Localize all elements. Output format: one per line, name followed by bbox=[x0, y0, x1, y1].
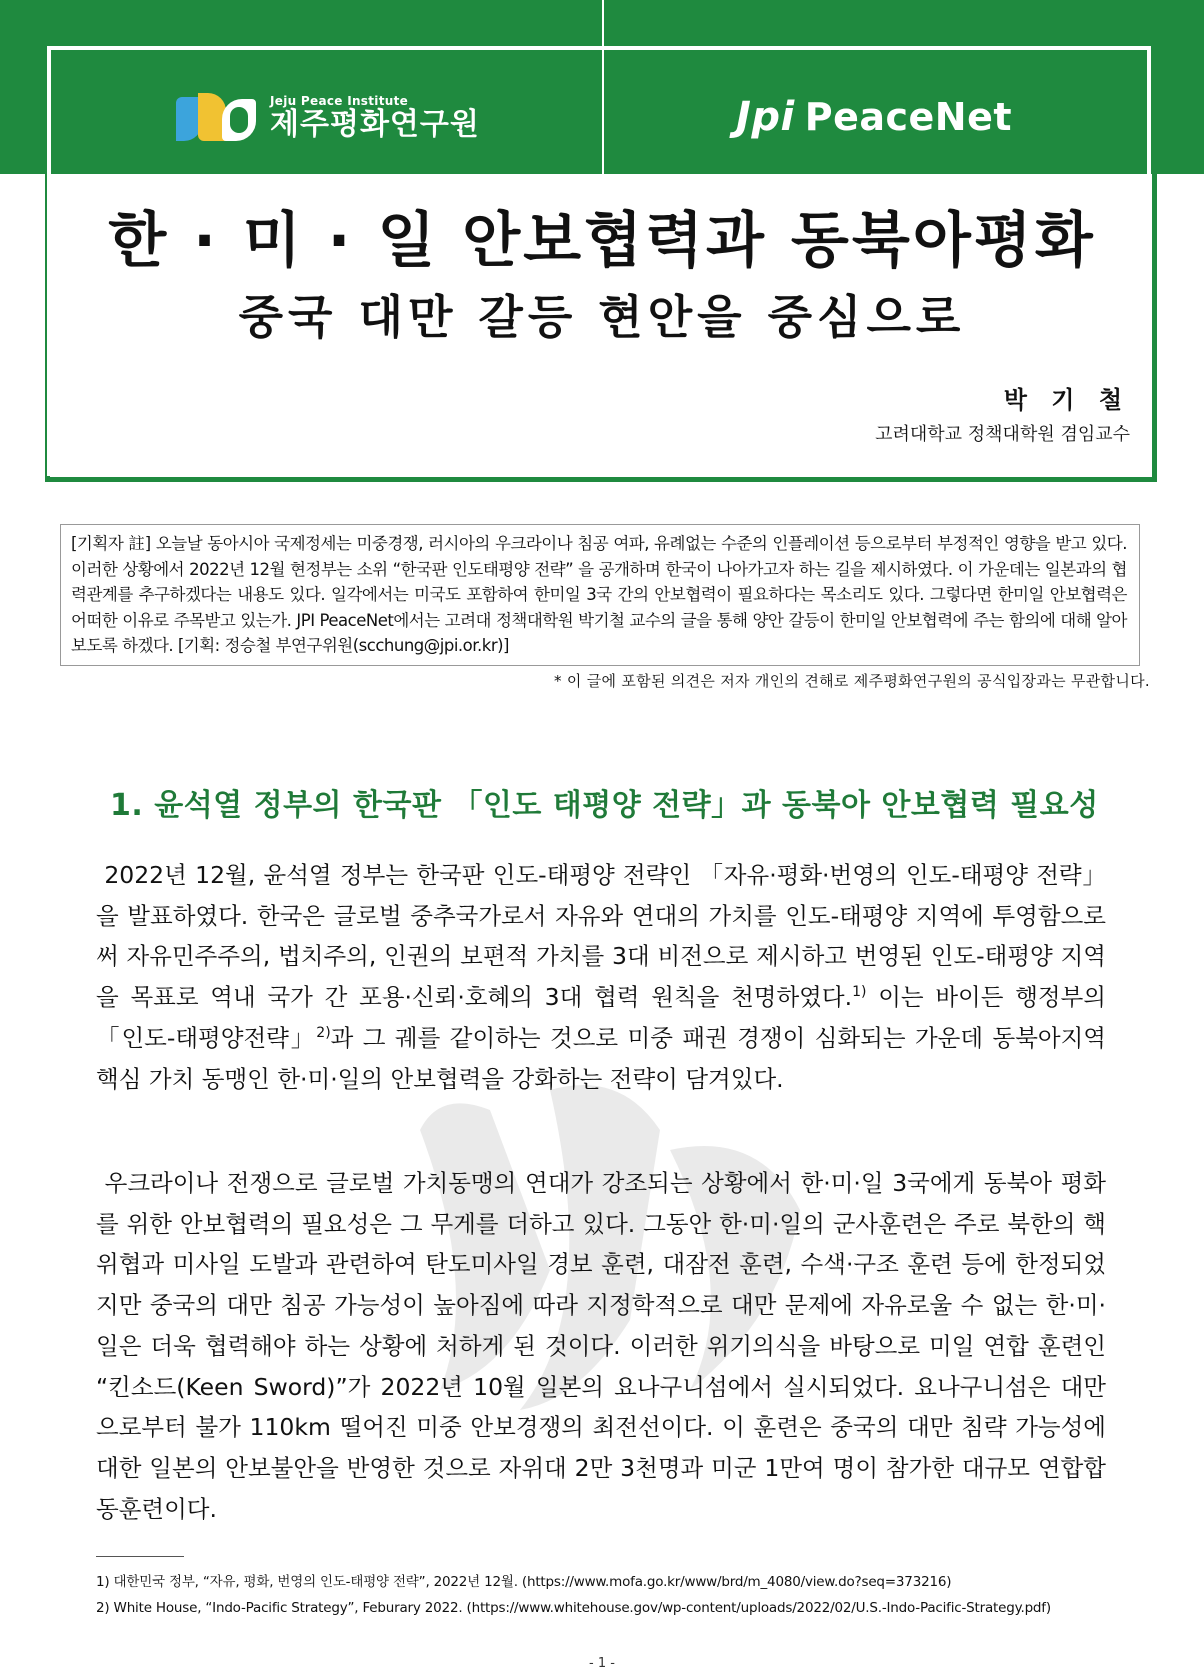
author-affiliation: 고려대학교 정책대학원 겸임교수 bbox=[875, 424, 1130, 445]
institute-name-ko: 제주평화연구원 bbox=[270, 107, 480, 142]
institute-name-en: Jeju Peace Institute bbox=[270, 94, 409, 108]
page-number: - 1 - bbox=[589, 1656, 615, 1671]
author-name: 박 기 철 bbox=[1003, 386, 1130, 414]
jeju-peace-institute-logo bbox=[176, 90, 480, 146]
footnote-divider bbox=[96, 1556, 184, 1557]
paragraph-text: 우크라이나 전쟁으로 글로벌 가치동맹의 연대가 강조되는 상황에서 한·미·일 3국에게 동북아 평화를 위한 안보협력의 필요성은 그 무게를 더하고 있다. 그동안 한·미·일의 군사훈련은 주로 북한의 핵위협과 미사일 도발과 관련하여 탄도미사일 경보 훈련, 대잠전 훈련, 수색·구조 훈련 등에 한정되었지만 중국의 대만 침공 가능성이 높아짐에 따라 지정학적으로 대만 문제에 자유로울 수 없는 한·미·일은 더욱 협력해야 하는 상황에 처하게 된 것이다. 이러한 위기의식을 바탕으로 미일 연합 훈련인 “킨소드(Keen Sword)”가 2022년 10월 일본의 요나구니섬에서 실시되었다. 요나구니섬은 대만으로부터 불가 110km 떨어진 미중 안보경쟁의 최전선이다. 이 훈련은 중국의 대만 침략 가능성에 대한 일본의 안보불안을 반영한 것으로 자위대 2만 3천명과 미군 1만여 명이 참가한 대규모 연합합동훈련이다. bbox=[96, 1169, 1106, 1523]
peacenet-logo bbox=[736, 92, 1012, 142]
paragraph-text: 과 그 궤를 같이하는 것으로 미중 패권 경쟁이 심화되는 가운데 동북아지역 핵심 가치 동맹인 한·미·일의 안보협력을 강화하는 전략이 담겨있다. bbox=[96, 1023, 1107, 1093]
body-paragraph-1 bbox=[96, 855, 1106, 1099]
footnote-2: 2) White House, “Indo-Pacific Strategy”, Feburary 2022. (https://www.whitehouse.gov/wp-content/uploads/2022/02/U.S.-Indo-Pacific-Strategy.pdf) bbox=[96, 1600, 1051, 1616]
editor-note: [기획자 註] 오늘날 동아시아 국제정세는 미중경쟁, 러시아의 우크라이나 침공 여파, 유례없는 수준의 인플레이션 등으로부터 부정적인 영향을 받고 있다. 이러한 상황에서 2022년 12월 현정부는 소위 “한국판 인도태평양 전략” 을 공개하며 한국이 나아가고자 하는 길을 제시하였다. 이 가운데는 일본과의 협력관계를 추구하겠다는 내용도 있다. 일각에서는 미국도 포함하여 한미일 3국 간의 안보협력이 필요하다는 목소리도 있다. 그렇다면 한미일 안보협력은 어떠한 이유로 주목받고 있는가. JPI PeaceNet에서는 고려대 정책대학원 박기철 교수의 글을 통해 양안 갈등이 한미일 안보협력에 주는 함의에 대해 알아보도록 하겠다. [기획: 정승철 부연구위원(scchung@jpi.or.kr)] bbox=[60, 524, 1140, 666]
body-paragraph-2 bbox=[96, 1163, 1106, 1529]
main-title: 한 · 미 · 일 안보협력과 동북아평화 bbox=[108, 206, 1096, 276]
footnote-1: 1) 대한민국 정부, “자유, 평화, 번영의 인도-태평양 전략”, 2022년 12월. (https://www.mofa.go.kr/www/brd/m_4080/view.do?seq=373216) bbox=[96, 1574, 952, 1590]
paragraph-text: 2022년 12월, 윤석열 정부는 한국판 인도-태평양 전략인 「자유·평화·번영의 인도-태평양 전략」을 발표하였다. 한국은 글로벌 중추국가로서 자유와 연대의 가치를 인도-태평양 지역에 투영함으로써 자유민주주의, 법치주의, 인권의 보편적 가치를 3대 비전으로 제시하고 번영된 인도-태평양 지역을 목표로 역내 국가 간 포용·신뢰·호혜의 3대 협력 원칙을 천명하였다. bbox=[96, 861, 1106, 1012]
paragraph-text: 이는 바이든 행정부의 「인도-태평양전략」 bbox=[96, 983, 1106, 1052]
jpi-emblem-icon bbox=[176, 93, 260, 143]
series-name: PeaceNet bbox=[804, 95, 1013, 139]
footnote-ref-1[interactable]: 1) bbox=[852, 984, 867, 1001]
section-heading: 1. 윤석열 정부의 한국판 「인도 태평양 전략」과 동북아 안보협력 필요성 bbox=[110, 788, 1099, 823]
sub-title: 중국 대만 갈등 현안을 중심으로 bbox=[238, 290, 966, 344]
footnote-ref-2[interactable]: 2) bbox=[316, 1024, 331, 1041]
series-prefix: Jpi bbox=[736, 94, 795, 140]
disclaimer: * 이 글에 포함된 의견은 저자 개인의 견해로 제주평화연구원의 공식입장과는 무관합니다. bbox=[554, 672, 1150, 690]
